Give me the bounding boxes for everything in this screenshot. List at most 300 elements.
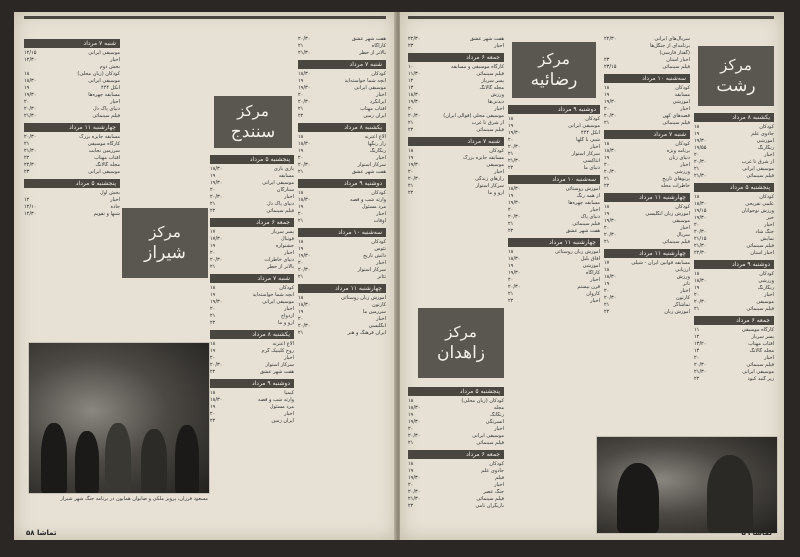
program-time: ۱۸ — [508, 116, 514, 122]
program-time: ۱۰ — [408, 64, 414, 70]
program-time: ۲۱ — [210, 264, 216, 270]
schedule-row — [604, 36, 690, 43]
schedule-row — [408, 120, 504, 127]
program-name: کودکان — [489, 148, 504, 154]
program-time: ۱۹ — [298, 78, 304, 84]
program-name: سرکار استوار — [475, 183, 504, 189]
program-time: ۲۰ — [508, 207, 514, 213]
program-name: کاروان — [586, 291, 600, 297]
program-name: ایران زمین — [271, 418, 294, 424]
day-heading: یکشنبه ۸ مرداد — [210, 330, 294, 339]
program-time: ۱۹ — [210, 348, 216, 354]
program-time: ۱۹/۱۵ — [694, 208, 707, 214]
schedule-row — [508, 221, 600, 228]
program-name: اخبار — [376, 260, 386, 266]
schedule-row — [694, 201, 774, 208]
right-page — [400, 12, 784, 540]
program-name: اخبار — [590, 144, 600, 150]
program-name: اخبار — [590, 298, 600, 304]
program-time: ۲۲ — [298, 113, 304, 119]
schedule-row — [508, 200, 600, 207]
schedule-row — [694, 341, 774, 348]
program-time: ۱۷ — [604, 260, 610, 266]
program-name: جنگ عصر — [483, 489, 504, 495]
left-page — [14, 12, 396, 540]
program-name: پسر سرباز — [481, 78, 504, 84]
program-name: هفت شهر عشق — [351, 169, 386, 175]
schedule-row — [604, 99, 690, 106]
schedule-row — [210, 194, 294, 201]
program-time: ۱۸/۳۰ — [408, 405, 421, 411]
program-name: کودکان — [585, 116, 600, 122]
schedule-row — [604, 64, 690, 71]
program-name: دنیای پاک دل — [267, 201, 294, 207]
program-time: ۱۴ — [694, 348, 700, 354]
program-time: ۱۸ — [508, 249, 514, 255]
top-rule — [24, 16, 386, 19]
schedule-row — [604, 43, 690, 50]
rasht-title-line2: رشت — [716, 76, 756, 96]
program-photo — [28, 342, 210, 494]
program-name: کودکان — [279, 285, 294, 291]
program-time: ۱۹ — [210, 243, 216, 249]
program-time: ۲۰/۳۰ — [694, 362, 707, 368]
schedule-row — [604, 57, 690, 64]
program-time: ۲۰ — [604, 106, 610, 112]
program-name: پسر سرباز — [271, 229, 294, 235]
program-time: ۱۸/۳۰ — [298, 197, 311, 203]
program-name: کارگاه موسیقی — [741, 327, 774, 333]
schedule-row — [694, 173, 774, 180]
program-time: ۱۸ — [24, 71, 30, 77]
program-name: رنگارنگ — [369, 148, 386, 154]
program-time: ۲۱ — [408, 440, 414, 446]
program-name: خبر — [766, 215, 774, 221]
schedule-row — [210, 411, 294, 418]
program-time: ۲۲ — [604, 309, 610, 315]
program-name: دنیای ما — [583, 165, 600, 171]
program-time: ۲۰/۳۰ — [210, 257, 223, 263]
schedule-row — [604, 218, 690, 225]
schedule-row — [210, 236, 294, 243]
day-heading: جمعه ۶ مرداد — [408, 450, 504, 459]
program-name: روح کلینیک گرم — [261, 348, 294, 354]
program-name: مسابقه — [674, 92, 690, 98]
photo-figure — [141, 429, 167, 493]
program-time: ۱۹/۳۰ — [694, 138, 707, 144]
program-name: سریال — [676, 232, 690, 238]
program-time: ۲۲ — [210, 418, 216, 424]
program-name: تئاتر — [377, 274, 386, 280]
program-name: ارزیابی — [675, 267, 690, 273]
program-name: کارتون — [372, 302, 386, 308]
schedule-row — [298, 71, 386, 78]
program-time: ۱۲/۳۰ — [24, 211, 37, 217]
program-name: هفت شهر عشق — [259, 369, 294, 375]
program-time: ۱۸ — [604, 85, 610, 91]
schedule-row — [508, 256, 600, 263]
schedule-row — [298, 246, 386, 253]
program-time: ۱۸/۳۰ — [508, 256, 521, 262]
program-name: الاغ اعترنه — [364, 134, 386, 140]
program-name: بازیگران نامی — [475, 503, 504, 509]
schedule-row — [408, 496, 504, 503]
schedule-row — [298, 92, 386, 99]
day-heading: دوشنبه ۹ مرداد — [694, 260, 774, 269]
schedule-row — [210, 166, 294, 173]
schedule-row — [298, 99, 386, 106]
program-time: ۱۹ — [298, 246, 304, 252]
program-name: فیلم سینمائی — [746, 306, 774, 312]
program-time: ۱۲/۳۰ — [24, 57, 37, 63]
program-time: ۲۰/۳۰ — [508, 144, 521, 150]
program-name: تماشاگر — [673, 302, 690, 308]
program-time: ۱۸ — [604, 204, 610, 210]
program-name: بالاتر از خطر — [359, 50, 386, 56]
program-time: ۲۰/۳۰ — [408, 113, 421, 119]
schedule-row — [604, 274, 690, 281]
program-name: موسیقی ایرانی — [742, 166, 774, 172]
program-time: ۲۲/۳۰ — [24, 162, 37, 168]
program-name: بخش دوم — [99, 64, 120, 70]
program-name: آموزشی — [672, 99, 690, 105]
program-time: ۲۰ — [604, 288, 610, 294]
schedule-row — [210, 173, 294, 180]
schedule-row — [24, 71, 120, 78]
day-heading: دوشنبه ۹ مرداد — [298, 179, 386, 188]
program-name: اخبار — [284, 355, 294, 361]
program-time: ۲۲ — [210, 369, 216, 375]
program-time: ۲۰/۳۰ — [298, 36, 311, 42]
program-time: ۲۰ — [694, 152, 700, 158]
program-time: ۲۱ — [408, 120, 414, 126]
program-time: ۱۸/۳۰ — [408, 92, 421, 98]
program-name: اخبار — [376, 92, 386, 98]
schedule-row — [298, 148, 386, 155]
program-time: ۲۰/۳۰ — [210, 362, 223, 368]
program-time: ۱۱ — [694, 327, 700, 333]
schedule-row — [210, 313, 294, 320]
schedule-row — [408, 78, 504, 85]
program-time: ۱۹ — [298, 204, 304, 210]
schedule-row — [24, 113, 120, 120]
program-time: ۱۸/۳۰ — [24, 78, 37, 84]
program-time: ۲۰ — [210, 250, 216, 256]
program-time: ۲۲/۳۰ — [408, 36, 421, 42]
program-name: اخبار استان — [750, 250, 774, 256]
program-name: اخبار — [494, 43, 504, 49]
rasht-schedule-column — [694, 110, 774, 528]
program-time: ۲۳ — [604, 57, 610, 63]
schedule-row — [694, 145, 774, 152]
program-name: ورزش — [676, 274, 690, 280]
program-name: اخبار — [376, 211, 386, 217]
schedule-row — [24, 134, 120, 141]
program-name: کودکان — [675, 85, 690, 91]
program-time: ۱۱/۳۰ — [408, 71, 421, 77]
program-time: ۱۹ — [604, 155, 610, 161]
schedule-row — [408, 92, 504, 99]
schedule-row — [408, 148, 504, 155]
program-time: ۱۹ — [508, 123, 514, 129]
program-time: ۲۰/۳۰ — [604, 113, 617, 119]
program-name: زیر گنبد کبود — [747, 376, 774, 382]
zahedan-title-line1: مرکز — [445, 323, 477, 341]
program-time: ۲۰/۳۰ — [604, 169, 617, 175]
schedule-row — [694, 243, 774, 250]
day-heading: دوشنبه ۹ مرداد — [508, 105, 600, 114]
schedule-row — [298, 239, 386, 246]
program-name: سریال‌های ایرانی — [654, 36, 690, 42]
program-time: ۲۱ — [694, 306, 700, 312]
schedule-row — [604, 148, 690, 155]
program-name: سرزمین نجابت — [88, 148, 120, 154]
program-time: ۲۳/۱۵ — [604, 64, 617, 70]
schedule-row — [408, 419, 504, 426]
program-name: راز رنگها — [367, 141, 386, 147]
schedule-row — [508, 263, 600, 270]
program-name: سرزمین ما — [362, 309, 386, 315]
day-heading: جمعه ۶ مرداد — [408, 53, 504, 62]
schedule-row — [408, 113, 504, 120]
photo-figure — [75, 431, 99, 493]
program-time: ۲۰ — [210, 187, 216, 193]
program-time: ۱۹ — [298, 148, 304, 154]
schedule-row — [508, 158, 600, 165]
schedule-row — [210, 390, 294, 397]
program-name: فیلم سینمائی — [662, 239, 690, 245]
schedule-row — [604, 288, 690, 295]
program-time: ۲۱ — [298, 218, 304, 224]
schedule-row — [210, 208, 294, 215]
program-name: فیلم سینمائی — [476, 440, 504, 446]
program-name: فیلم سینمائی — [746, 173, 774, 179]
program-name: اخبار — [680, 106, 690, 112]
program-time: ۲۱ — [24, 141, 30, 147]
program-name: تئوس — [374, 246, 386, 252]
schedule-row — [694, 306, 774, 313]
program-name: موسیقی ایرانی — [88, 78, 120, 84]
program-time: ۲۱ — [408, 183, 414, 189]
program-name: فوتبال — [280, 236, 294, 242]
program-time: ۱۷ — [210, 229, 216, 235]
program-time: ۱۸ — [694, 271, 700, 277]
program-name: سرکار استوار — [571, 151, 600, 157]
schedule-row — [24, 162, 120, 169]
schedule-row — [508, 207, 600, 214]
schedule-row — [408, 398, 504, 405]
program-time: ۲۰/۳۰ — [24, 106, 37, 112]
day-heading: شنبه ۷ مرداد — [210, 274, 294, 283]
program-time: ۲۰/۳۰ — [508, 284, 521, 290]
schedule-row — [694, 376, 774, 383]
schedule-row — [694, 124, 774, 131]
schedule-row — [298, 134, 386, 141]
schedule-row — [298, 85, 386, 92]
schedule-row — [24, 106, 120, 113]
program-time: ۱۲ — [408, 78, 414, 84]
schedule-row — [210, 201, 294, 208]
schedule-row — [694, 215, 774, 222]
program-name: اخبار — [284, 250, 294, 256]
schedule-row — [210, 180, 294, 187]
program-time: ۲۳ — [24, 169, 30, 175]
program-name: آموزش زبان روستائی — [341, 295, 386, 301]
schedule-row — [604, 176, 690, 183]
program-name: اخبار — [764, 292, 774, 298]
program-name: هفت شهر عشق — [469, 36, 504, 42]
schedule-row — [298, 113, 386, 120]
program-time: ۱۸/۳۰ — [694, 278, 707, 284]
day-heading: شنبه ۷ مرداد — [298, 60, 386, 69]
program-name: مرد مسئول — [361, 204, 386, 210]
program-time: ۲۱/۳۰ — [24, 113, 37, 119]
schedule-row — [508, 165, 600, 172]
sanandaj-title-block — [214, 96, 292, 148]
program-name: رازهای زندگی — [475, 176, 504, 182]
program-time: ۲۰ — [298, 155, 304, 161]
page-footer-left: تماشا ۵۸ — [26, 529, 57, 537]
program-time: ۲۱ — [604, 302, 610, 308]
program-name: شبی با گلها — [576, 137, 600, 143]
schedule-row — [694, 278, 774, 285]
program-name: اخبار — [680, 162, 690, 168]
program-time: ۱۷/۳۰ — [210, 236, 223, 242]
schedule-row — [210, 250, 294, 257]
program-time: ۱۸ — [694, 124, 700, 130]
program-name: فیلم — [495, 475, 504, 481]
program-time: ۱۹/۳۰ — [24, 92, 37, 98]
program-name: جنگ شاد — [755, 229, 774, 235]
program-name: اخبار — [110, 57, 120, 63]
program-time: ۲۱/۳۰ — [694, 173, 707, 179]
program-time: ۲۲ — [210, 208, 216, 214]
schedule-row — [408, 426, 504, 433]
program-time: ۲۱ — [508, 221, 514, 227]
program-name: کودکان — [759, 194, 774, 200]
program-name: وارثه شب و قصه — [350, 197, 386, 203]
day-heading: دوشنبه ۹ مرداد — [210, 379, 294, 388]
program-time: ۲۱/۱۵ — [694, 236, 707, 242]
schedule-row — [210, 320, 294, 327]
day-heading: شنبه ۷ مرداد — [604, 130, 690, 139]
program-name: ایران زمین — [363, 113, 386, 119]
program-name: موسیقی ایرانی — [472, 433, 504, 439]
program-time: ۲۱ — [508, 291, 514, 297]
schedule-row — [694, 271, 774, 278]
schedule-row — [408, 127, 504, 134]
program-time: ۱۹ — [694, 131, 700, 137]
program-name: علمی تفریحی — [745, 201, 774, 207]
program-time: ۲۰ — [210, 306, 216, 312]
program-time: ۱۹ — [408, 468, 414, 474]
program-name: اخبار — [494, 169, 504, 175]
program-name: موسیقی ایرانی — [354, 85, 386, 91]
program-time: ۲۰ — [24, 99, 30, 105]
program-time: ۲۰/۳۰ — [408, 489, 421, 495]
program-time: ۱۸/۳۰ — [298, 71, 311, 77]
day-heading: چهارشنبه ۱۱ مرداد — [604, 249, 690, 258]
schedule-row — [694, 222, 774, 229]
schedule-row — [694, 250, 774, 257]
program-time: ۲۰/۳۰ — [24, 134, 37, 140]
schedule-row — [408, 169, 504, 176]
schedule-row — [408, 106, 504, 113]
program-name: سرکار استوار — [357, 162, 386, 168]
program-time: ۱۹/۳۰ — [408, 475, 421, 481]
program-name: قصه‌های کهن — [662, 113, 690, 119]
schedule-row — [604, 120, 690, 127]
schedule-row — [694, 299, 774, 306]
program-name: فیلم سینمائی — [476, 71, 504, 77]
program-name: موسیقی ایرانی — [262, 180, 294, 186]
program-time: ۲۱ — [210, 201, 216, 207]
program-time: ۱۹ — [508, 193, 514, 199]
schedule-row — [24, 197, 120, 204]
program-time: ۱۹/۳۰ — [508, 200, 521, 206]
schedule-row — [210, 355, 294, 362]
schedule-row — [604, 260, 690, 267]
program-name: مسابقه جایزه بزرگ — [463, 155, 504, 161]
schedule-row — [210, 292, 294, 299]
program-time: ۲۲ — [508, 228, 514, 234]
program-time: ۲۰/۳۰ — [210, 194, 223, 200]
schedule-row — [298, 218, 386, 225]
schedule-row — [604, 239, 690, 246]
photo-figure — [617, 463, 659, 533]
program-name: پسر سرباز — [751, 334, 774, 340]
day-heading: پنجشنبه ۵ مرداد — [210, 155, 294, 164]
program-time: ۱۹/۳۰ — [408, 99, 421, 105]
program-name: مسابقه جایزه بزرگ — [79, 134, 120, 140]
schedule-row — [298, 267, 386, 274]
program-name: برنامه ویژه — [666, 148, 690, 154]
program-name: ازدواج — [280, 313, 294, 319]
program-time: ۱۹ — [604, 281, 610, 287]
program-time: ۲۱ — [298, 330, 304, 336]
schedule-row — [298, 274, 386, 281]
program-name: جشنواره — [275, 243, 294, 249]
program-name: برنامه‌ای از جنگل‌ها — [649, 43, 690, 49]
program-time: ۱۹/۳۰ — [508, 270, 521, 276]
schedule-row — [408, 489, 504, 496]
program-name: موسیقی ایرانی — [262, 299, 294, 305]
program-time: ۲۲/۳۰ — [604, 36, 617, 42]
program-time: ۲۰/۳۰ — [298, 99, 311, 105]
program-name: از شرق تا غرب — [471, 120, 504, 126]
schedule-row — [604, 169, 690, 176]
program-name: آموزش روستائی — [565, 186, 600, 192]
schedule-row — [694, 285, 774, 292]
program-name: اخبار — [376, 316, 386, 322]
rasht-title-block — [698, 46, 774, 106]
zahedan-title-block — [418, 308, 504, 378]
day-heading: جمعه ۶ مرداد — [694, 316, 774, 325]
program-name: کودکان — [675, 204, 690, 210]
program-name: فیلم سینمائی — [746, 362, 774, 368]
schedule-row — [298, 302, 386, 309]
program-time: ۱۸ — [604, 141, 610, 147]
schedule-row — [408, 503, 504, 510]
schedule-row — [408, 162, 504, 169]
program-name: ایرانگرد — [369, 99, 386, 105]
schedule-row — [604, 309, 690, 316]
program-name: مجله گالانگ — [749, 348, 774, 354]
program-time: ۲۰ — [298, 211, 304, 217]
program-name: قرن بیستم — [577, 284, 600, 290]
program-name: مجله — [493, 405, 504, 411]
program-time: ۱۹ — [298, 309, 304, 315]
